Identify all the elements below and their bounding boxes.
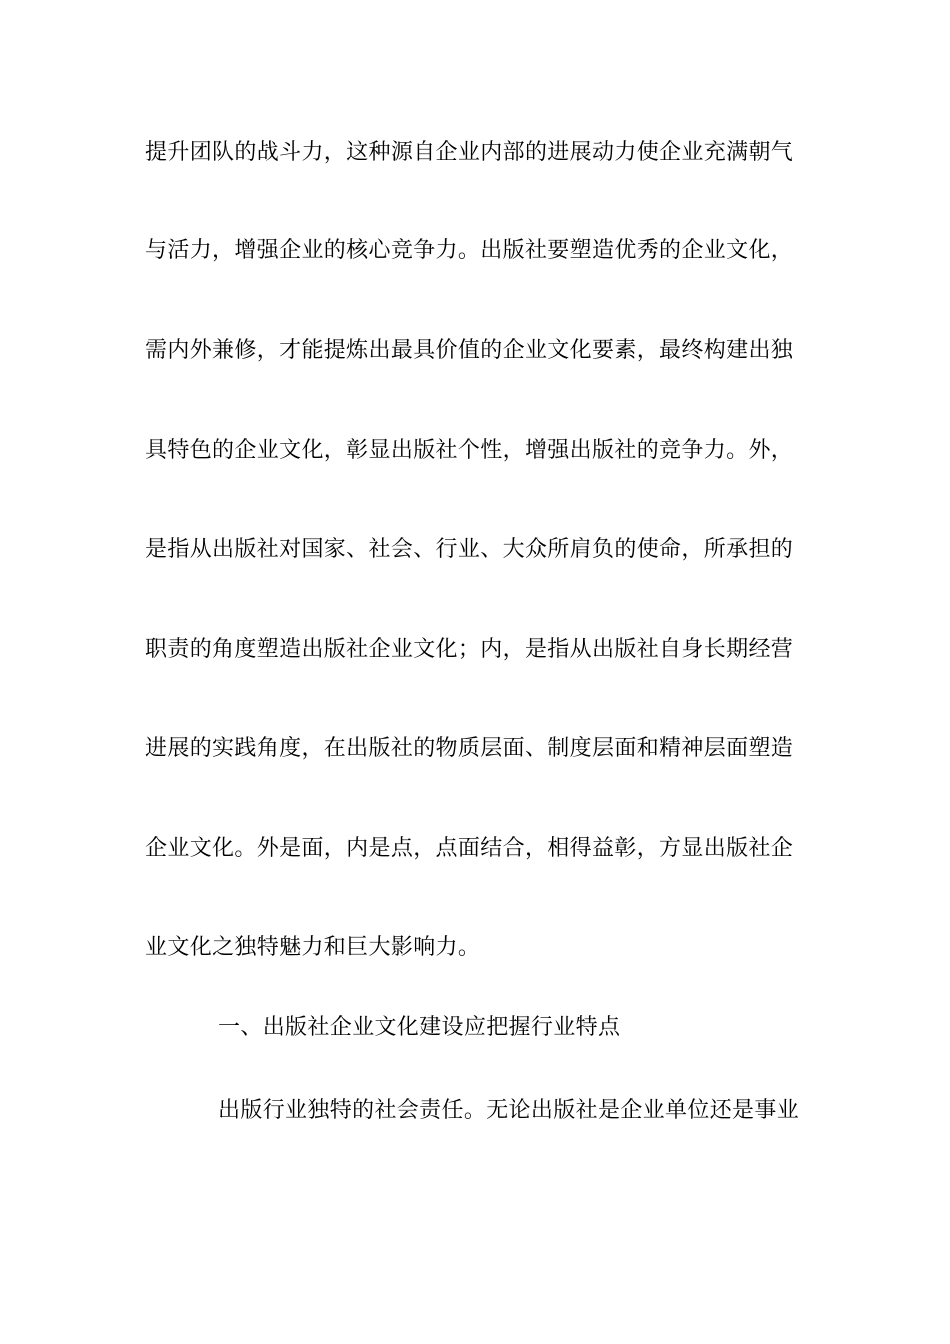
body-text-line: 是指从出版社对国家、社会、行业、大众所肩负的使命，所承担的 (145, 537, 794, 562)
body-text-line: 进展的实践角度，在出版社的物质层面、制度层面和精神层面塑造 (145, 736, 794, 761)
body-text-line: 提升团队的战斗力，这种源自企业内部的进展动力使企业充满朝气 (145, 140, 794, 165)
body-text-line: 与活力，增强企业的核心竞争力。出版社要塑造优秀的企业文化， (145, 238, 794, 263)
section-heading: 一、出版社企业文化建设应把握行业特点 (218, 1015, 621, 1040)
body-text-line: 企业文化。外是面，内是点，点面结合，相得益彰，方显出版社企 (145, 836, 794, 861)
body-text-line: 业文化之独特魅力和巨大影响力。 (145, 935, 481, 960)
body-text-line: 职责的角度塑造出版社企业文化；内，是指从出版社自身长期经营 (145, 637, 794, 662)
body-text-line: 需内外兼修，才能提炼出最具价值的企业文化要素，最终构建出独 (145, 338, 794, 363)
body-text-line: 具特色的企业文化，彰显出版社个性，增强出版社的竞争力。外， (145, 438, 794, 463)
body-text-line: 出版行业独特的社会责任。无论出版社是企业单位还是事业 (218, 1098, 800, 1123)
